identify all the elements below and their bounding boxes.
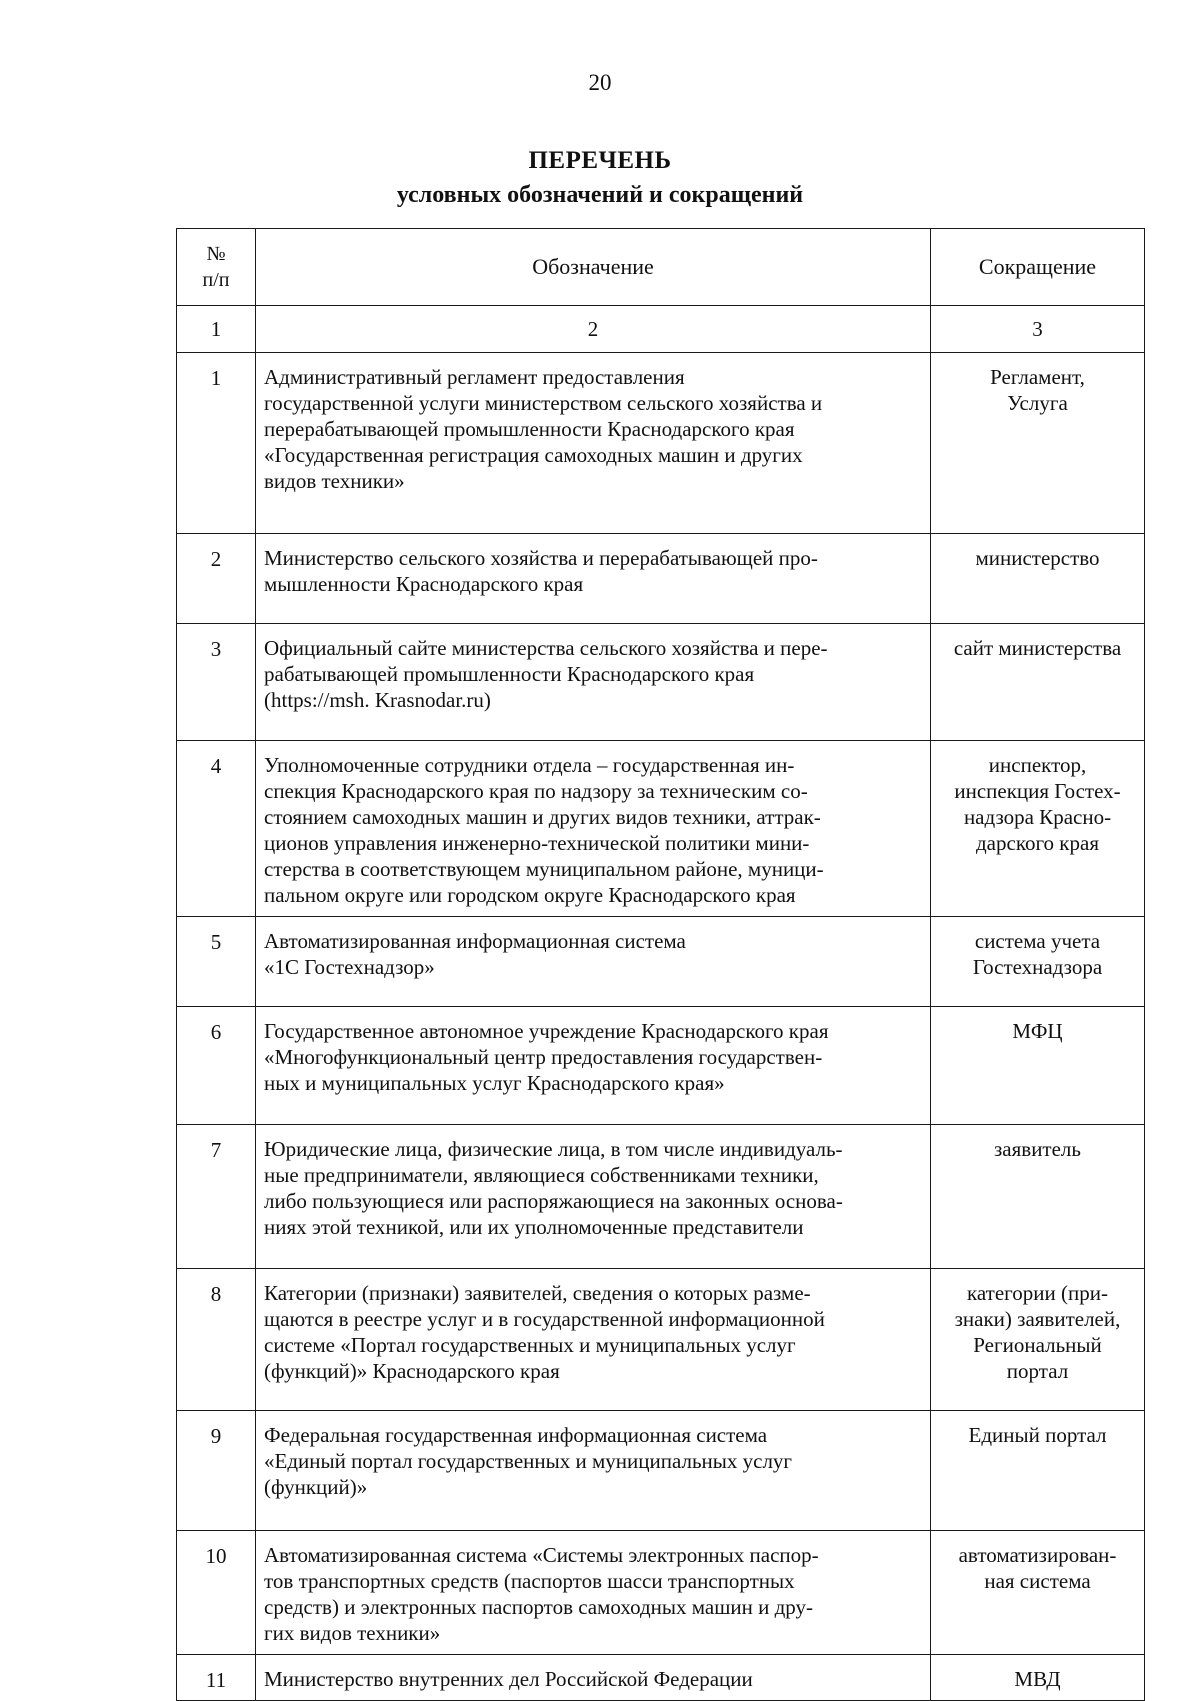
row-designation: Административный регламент предоставления государственной услуги министерством сельского хозяйства и перерабатывающей промышленности Краснодарского края «Государственная регистрация самоходных машин и других видов техники» <box>264 365 823 493</box>
row-abbreviation-cell <box>931 1531 1145 1655</box>
row-abbreviation-cell <box>931 1655 1145 1701</box>
page-number: 20 <box>588 70 612 95</box>
row-abbreviation: инспектор, инспекция Гостех- надзора Красно- дарского края <box>954 753 1121 855</box>
row-abbreviation: система учета Гостехнадзора <box>972 929 1103 979</box>
row-abbreviation: категории (при- знаки) заявителей, Региональный портал <box>954 1281 1121 1383</box>
table-row <box>177 1125 1145 1269</box>
row-number: 4 <box>177 741 256 917</box>
row-abbreviation: МФЦ <box>1012 1019 1063 1043</box>
table-header-row <box>177 229 1145 306</box>
row-designation-cell <box>256 353 931 534</box>
column-index-2: 2 <box>256 306 931 353</box>
row-designation-cell <box>256 1007 931 1125</box>
row-number: 3 <box>177 624 256 741</box>
row-designation-cell <box>256 1411 931 1531</box>
document-title: ПЕРЕЧЕНЬ <box>528 147 672 174</box>
row-abbreviation-cell <box>931 917 1145 1007</box>
table-row <box>177 1269 1145 1411</box>
row-abbreviation-cell <box>931 624 1145 741</box>
row-designation: Министерство сельского хозяйства и перерабатывающей про- мышленности Краснодарского края <box>264 546 818 596</box>
row-abbreviation: автоматизирован- ная система <box>958 1543 1117 1593</box>
column-index-3: 3 <box>931 306 1145 353</box>
header-number-label: № п/п <box>202 243 230 291</box>
header-number <box>177 229 256 306</box>
row-abbreviation-cell <box>931 1269 1145 1411</box>
abbreviations-table <box>176 228 1145 1701</box>
row-designation: Уполномоченные сотрудники отдела – государственная ин- спекция Краснодарского края по надзору за техническим со- стоянием самоходных машин и других видов техники, аттрак- ционов управления инженерно-технической политики мини- стерства в соответствующем муниципальном районе, муници- пальном округе или городском округе Краснодарского края <box>264 753 824 907</box>
table-row <box>177 1655 1145 1701</box>
table-row <box>177 917 1145 1007</box>
row-abbreviation: Единый портал <box>968 1423 1107 1447</box>
header-designation-label: Обозначение <box>532 254 654 279</box>
row-number: 9 <box>177 1411 256 1531</box>
row-number: 10 <box>177 1531 256 1655</box>
row-number: 5 <box>177 917 256 1007</box>
row-designation-cell <box>256 624 931 741</box>
row-abbreviation-cell <box>931 1125 1145 1269</box>
row-number: 6 <box>177 1007 256 1125</box>
row-designation: Государственное автономное учреждение Краснодарского края «Многофункциональный центр предоставления государствен- ных и муниципальных услуг Краснодарского края» <box>264 1019 829 1095</box>
row-designation: Автоматизированная информационная система «1С Гостехнадзор» <box>264 929 686 979</box>
row-designation-cell <box>256 1125 931 1269</box>
row-abbreviation-cell <box>931 353 1145 534</box>
row-abbreviation-cell <box>931 534 1145 624</box>
row-abbreviation-cell <box>931 1007 1145 1125</box>
row-designation: Юридические лица, физические лица, в том числе индивидуаль- ные предприниматели, являющиеся собственниками техники, либо пользующиеся или распоряжающиеся на законных основа- ниях этой техникой, или их уполномоченные представители <box>264 1137 843 1239</box>
row-designation-cell <box>256 534 931 624</box>
document-subtitle: условных обозначений и сокращений <box>396 182 804 208</box>
row-abbreviation: Регламент, Услуга <box>990 365 1085 415</box>
row-designation: Министерство внутренних дел Российской Федерации <box>264 1667 753 1691</box>
row-designation: Автоматизированная система «Системы электронных паспор- тов транспортных средств (паспортов шасси транспортных средств) и электронных паспортов самоходных машин и дру- гих видов техники» <box>264 1543 819 1645</box>
row-designation: Официальный сайте министерства сельского хозяйства и пере- рабатывающей промышленности Краснодарского края (https://msh. Krasnodar.ru) <box>264 636 828 712</box>
row-abbreviation-cell <box>931 1411 1145 1531</box>
row-abbreviation: МВД <box>1014 1667 1061 1691</box>
row-designation-cell <box>256 741 931 917</box>
row-abbreviation: сайт министерства <box>953 636 1122 660</box>
row-designation: Категории (признаки) заявителей, сведения о которых разме- щаются в реестре услуг и в государственной информационной системе «Портал государственных и муниципальных услуг (функций)» Краснодарского края <box>264 1281 825 1383</box>
row-designation-cell <box>256 1531 931 1655</box>
row-designation-cell <box>256 917 931 1007</box>
table-row <box>177 624 1145 741</box>
header-abbreviation-label: Сокращение <box>978 254 1097 279</box>
row-number: 11 <box>177 1655 256 1701</box>
table-row <box>177 1007 1145 1125</box>
table-row <box>177 353 1145 534</box>
row-designation-cell <box>256 1655 931 1701</box>
row-number: 1 <box>177 353 256 534</box>
table-row <box>177 534 1145 624</box>
row-abbreviation: заявитель <box>994 1137 1081 1161</box>
column-index-row <box>177 306 1145 353</box>
table-row <box>177 1531 1145 1655</box>
row-number: 2 <box>177 534 256 624</box>
header-designation <box>256 229 931 306</box>
row-designation-cell <box>256 1269 931 1411</box>
row-abbreviation: министерство <box>975 546 1100 570</box>
row-number: 8 <box>177 1269 256 1411</box>
row-designation: Федеральная государственная информационная система «Единый портал государственных и муниципальных услуг (функций)» <box>264 1423 793 1499</box>
header-abbreviation <box>931 229 1145 306</box>
table-body <box>177 229 1145 1701</box>
row-abbreviation-cell <box>931 741 1145 917</box>
column-index-1: 1 <box>177 306 256 353</box>
table-row <box>177 1411 1145 1531</box>
row-number: 7 <box>177 1125 256 1269</box>
table-row <box>177 741 1145 917</box>
